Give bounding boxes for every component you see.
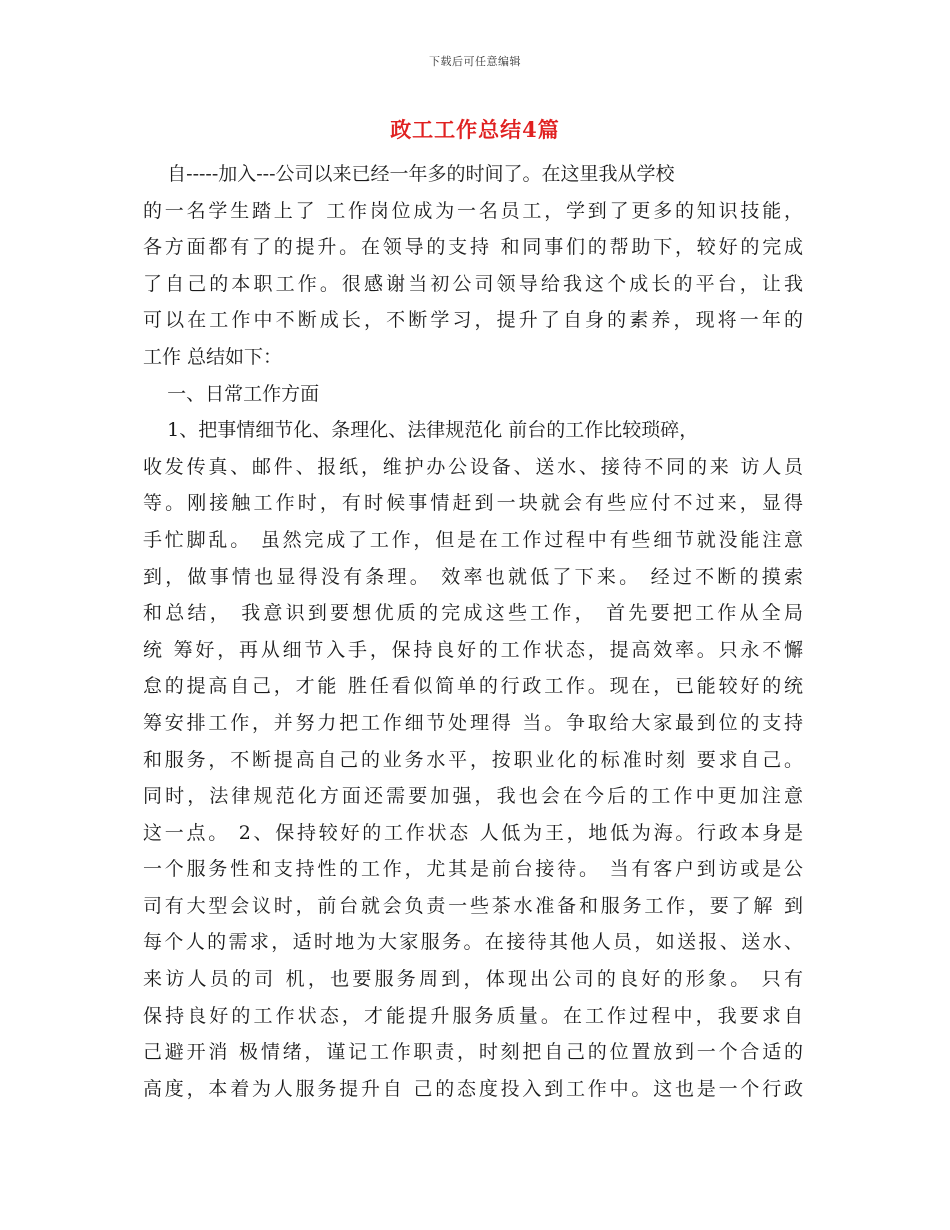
section-heading: 一、日常工作方面 xyxy=(143,382,320,405)
body-line: 己避开消 极情绪，谨记工作职责，时刻把自己的位置放到一个合适的 xyxy=(143,1041,803,1064)
body-line: 高度，本着为人服务提升自 己的态度投入到工作中。这也是一个行政 xyxy=(143,1077,803,1100)
body-line: 自-----加入---公司以来已经一年多的时间了。在这里我从学校 xyxy=(143,163,675,185)
body-line: 到，做事情也显得没有条理。 效率也就低了下来。 经过不断的摸索 xyxy=(143,565,803,588)
body-line: 保持良好的工作状态，才能提升服务质量。在工作过程中，我要求自 xyxy=(143,1004,803,1027)
body-line: 的一名学生踏上了 工作岗位成为一名员工，学到了更多的知识技能， xyxy=(143,199,803,222)
body-line: 和服务，不断提高自己的业务水平，按职业化的标准时刻 要求自己。 xyxy=(143,748,803,771)
body-line: 可以在工作中不断成长，不断学习，提升了自身的素养，现将一年的 xyxy=(143,309,803,332)
body-line: 各方面都有了的提升。在领导的支持 和同事们的帮助下，较好的完成 xyxy=(143,236,803,259)
header-note: 下载后可任意编辑 xyxy=(429,55,521,68)
body-line: 收发传真、邮件、报纸，维护办公设备、送水、接待不同的来 访人员 xyxy=(143,455,803,478)
body-line: 工作 总结如下： xyxy=(143,345,283,368)
body-line: 了自己的本职工作。很感谢当初公司领导给我这个成长的平台，让我 xyxy=(143,272,803,295)
body-line: 每个人的需求，适时地为大家服务。在接待其他人员，如送报、送水、 xyxy=(143,931,803,954)
body-line: 一个服务性和支持性的工作，尤其是前台接待。 当有客户到访或是公 xyxy=(143,858,803,881)
document-title: 政工工作总结4篇 xyxy=(390,117,560,142)
body-line: 和总结， 我意识到要想优质的完成这些工作， 首先要把工作从全局 xyxy=(143,602,803,625)
body-line: 同时，法律规范化方面还需要加强，我也会在今后的工作中更加注意 xyxy=(143,785,803,808)
body-line: 司有大型会议时，前台就会负责一些茶水准备和服务工作，要了解 到 xyxy=(143,894,803,917)
body-line: 筹安排工作，并努力把工作细节处理得 当。争取给大家最到位的支持 xyxy=(143,711,803,734)
body-line: 统 筹好，再从细节入手，保持良好的工作状态，提高效率。只永不懈 xyxy=(143,638,803,661)
body-line: 等。刚接触工作时，有时候事情赶到一块就会有些应付不过来，显得 xyxy=(143,492,803,515)
body-line: 手忙脚乱。 虽然完成了工作，但是在工作过程中有些细节就没能注意 xyxy=(143,528,803,551)
body-line: 这一点。 2、保持较好的工作状态 人低为王，地低为海。行政本身是 xyxy=(143,821,803,844)
document-body xyxy=(143,156,803,1107)
body-line: 来访人员的司 机，也要服务周到，体现出公司的良好的形象。 只有 xyxy=(143,968,803,991)
body-line: 怠的提高自己，才能 胜任看似简单的行政工作。现在，已能较好的统 xyxy=(143,675,803,698)
body-line: 1、把事情细节化、条理化、法律规范化 前台的工作比较琐碎， xyxy=(143,419,699,442)
